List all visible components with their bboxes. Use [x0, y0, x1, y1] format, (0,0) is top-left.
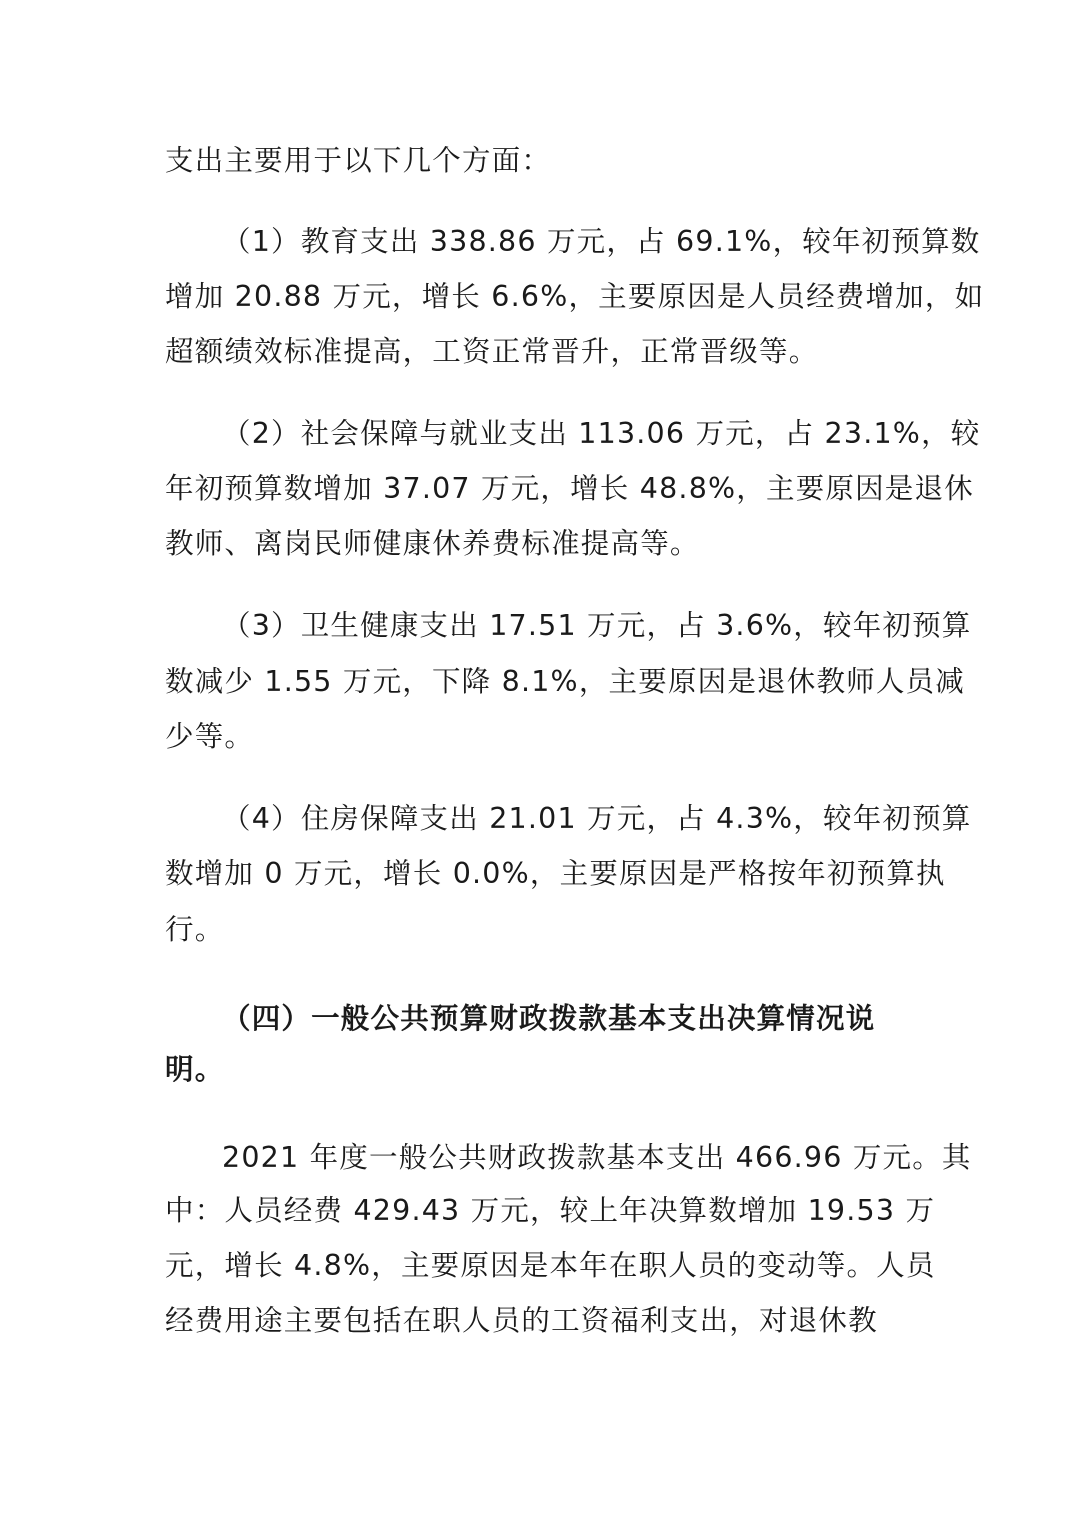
- paragraph-intro-line: 支出主要用于以下几个方面：: [165, 144, 552, 177]
- item-1-line-1: （1）教育支出 338.86 万元，占 69.1%，较年初预算数: [222, 225, 981, 258]
- item-4-line-1: （4）住房保障支出 21.01 万元，占 4.3%，较年初预算: [222, 802, 972, 835]
- item-4-line-2: 数增加 0 万元，增长 0.0%，主要原因是严格按年初预算执: [165, 857, 946, 890]
- item-2-line-3: 教师、离岗民师健康休养费标准提高等。: [165, 527, 700, 560]
- basic-expense-line-3: 元，增长 4.8%，主要原因是本年在职人员的变动等。人员: [165, 1249, 936, 1282]
- item-2-line-1: （2）社会保障与就业支出 113.06 万元，占 23.1%，较: [222, 417, 981, 450]
- item-3-line-2: 数减少 1.55 万元，下降 8.1%，主要原因是退休教师人员减: [165, 665, 965, 698]
- basic-expense-line-2: 中：人员经费 429.43 万元，较上年决算数增加 19.53 万: [165, 1194, 936, 1227]
- item-3-line-3: 少等。: [165, 720, 255, 753]
- item-3-line-1: （3）卫生健康支出 17.51 万元，占 3.6%，较年初预算: [222, 609, 972, 642]
- basic-expense-line-1: 2021 年度一般公共财政拨款基本支出 466.96 万元。其: [222, 1141, 972, 1174]
- basic-expense-line-4: 经费用途主要包括在职人员的工资福利支出，对退休教: [165, 1304, 878, 1337]
- item-1-line-2: 增加 20.88 万元，增长 6.6%，主要原因是人员经费增加，如: [165, 280, 985, 313]
- item-1-line-3: 超额绩效标准提高，工资正常晋升，正常晋级等。: [165, 335, 819, 368]
- item-2-line-2: 年初预算数增加 37.07 万元，增长 48.8%，主要原因是退休: [165, 472, 974, 505]
- item-4-line-3: 行。: [165, 913, 225, 946]
- section-heading-line-2: 明。: [165, 1053, 225, 1086]
- section-heading-line-1: （四）一般公共预算财政拨款基本支出决算情况说: [222, 1002, 876, 1035]
